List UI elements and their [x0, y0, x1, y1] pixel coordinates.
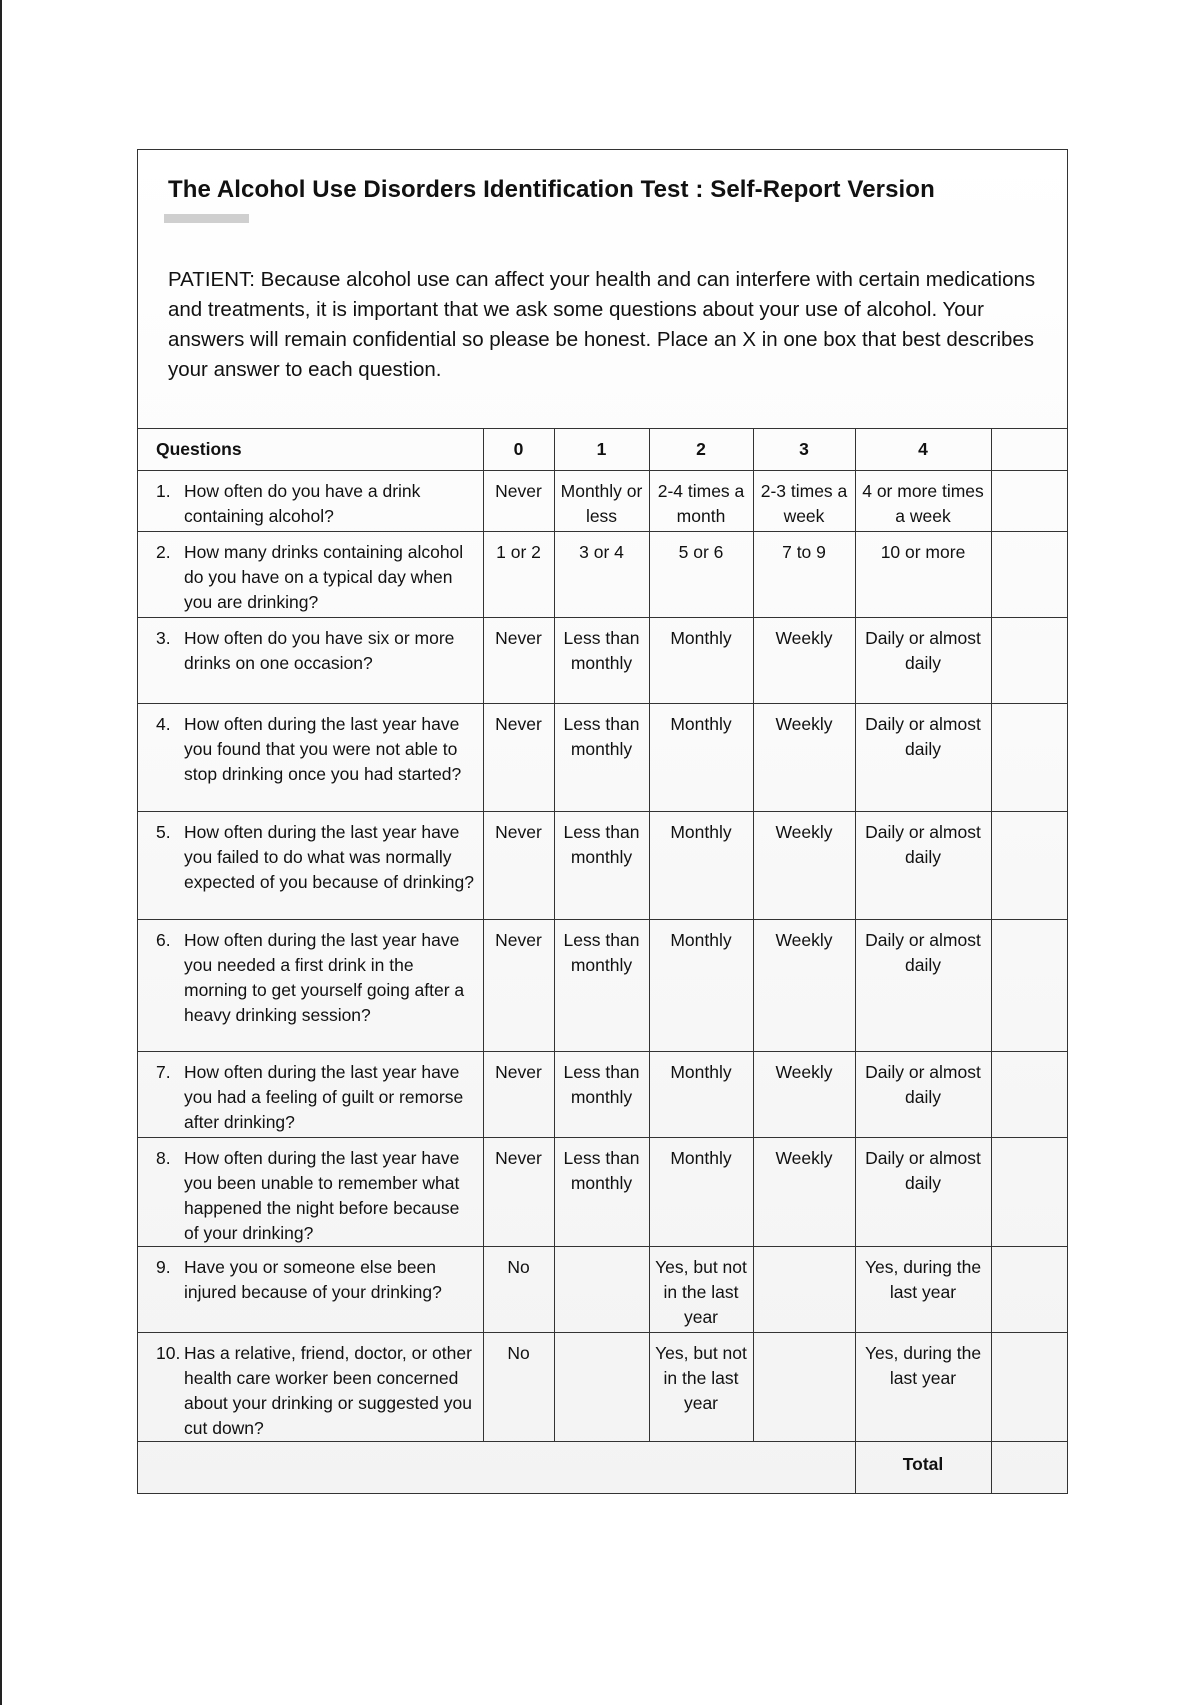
answer-option-label: Daily or almost daily	[865, 1148, 981, 1193]
answer-option-score-2[interactable]	[649, 704, 753, 812]
question-row	[138, 618, 1067, 704]
answer-option-label: Never	[495, 1148, 542, 1168]
audit-form	[137, 149, 1068, 1494]
question-cell	[138, 704, 483, 812]
total-label: Total	[855, 1442, 991, 1494]
answer-option-score-1[interactable]	[554, 618, 649, 704]
question-cell	[138, 920, 483, 1052]
answer-option-score-2[interactable]	[649, 812, 753, 920]
answer-option-label: 2-4 times a month	[657, 481, 745, 526]
question-cell	[138, 1333, 483, 1442]
answer-option-label: No	[507, 1257, 530, 1277]
answer-option-score-3[interactable]	[753, 704, 855, 812]
form-header	[138, 150, 1067, 429]
answer-option-score-0[interactable]	[483, 618, 554, 704]
question-number: 8.	[156, 1148, 171, 1168]
answer-option-score-2[interactable]	[649, 1052, 753, 1138]
answer-option-score-1[interactable]	[554, 471, 649, 532]
score-column-header	[991, 429, 1067, 471]
question-cell	[138, 812, 483, 920]
answer-option-score-1[interactable]	[554, 704, 649, 812]
answer-option-label: Daily or almost daily	[865, 714, 981, 759]
answer-option-label: Never	[495, 628, 542, 648]
answer-option-label: Monthly or less	[560, 481, 643, 526]
answer-option-label: Yes, during the last year	[864, 1257, 982, 1302]
question-row	[138, 920, 1067, 1052]
question-cell	[138, 618, 483, 704]
answer-option-label: 2-3 times a week	[760, 481, 848, 526]
answer-option-score-2[interactable]	[649, 920, 753, 1052]
question-text: How often during the last year have you found that you were not able to stop drinking once you had started?	[184, 714, 462, 784]
answer-option-score-4[interactable]	[855, 1052, 991, 1138]
answer-option-score-0[interactable]	[483, 1138, 554, 1247]
answer-option-score-1[interactable]	[554, 920, 649, 1052]
score-box[interactable]	[991, 1052, 1067, 1138]
question-row	[138, 1333, 1067, 1442]
answer-option-score-3[interactable]	[753, 618, 855, 704]
answer-option-label: Less than monthly	[563, 1148, 640, 1193]
answer-option-score-0[interactable]	[483, 704, 554, 812]
question-number: 7.	[156, 1062, 171, 1082]
answer-option-label: Daily or almost daily	[865, 930, 981, 975]
answer-option-score-3[interactable]	[753, 471, 855, 532]
question-text: How many drinks containing alcohol do you have on a typical day when you are drinking?	[184, 542, 464, 612]
question-text: How often do you have a drink containing alcohol?	[184, 481, 421, 526]
answer-option-score-3[interactable]	[753, 812, 855, 920]
answer-option-score-3[interactable]	[753, 1333, 855, 1442]
answer-option-score-4[interactable]	[855, 704, 991, 812]
answer-option-score-0[interactable]	[483, 532, 554, 618]
answer-option-score-1[interactable]	[554, 1052, 649, 1138]
answer-option-label: Monthly	[670, 822, 732, 842]
answer-option-score-3[interactable]	[753, 1138, 855, 1247]
answer-option-score-4[interactable]	[855, 812, 991, 920]
score-3-header: 3	[753, 429, 855, 471]
answer-option-label: 10 or more	[880, 542, 966, 562]
answer-option-label: Never	[495, 822, 542, 842]
answer-option-score-1[interactable]	[554, 1138, 649, 1247]
patient-instructions: PATIENT: Because alcohol use can affect your health and can interfere with certain medications and treatments, it is important that we ask some questions about your use of alcohol. Your answers will remain confidential so please be honest. Place an X in one box that best describes your answer to each question.	[168, 268, 1036, 381]
question-cell	[138, 532, 483, 618]
question-number: 3.	[156, 628, 171, 648]
answer-option-label: Weekly	[775, 1148, 833, 1168]
answer-option-label: Never	[495, 930, 542, 950]
answer-option-score-4[interactable]	[855, 920, 991, 1052]
score-box[interactable]	[991, 1247, 1067, 1333]
answer-option-label: 5 or 6	[678, 542, 724, 562]
answer-option-score-0[interactable]	[483, 920, 554, 1052]
question-cell	[138, 1138, 483, 1247]
answer-option-score-0[interactable]	[483, 1052, 554, 1138]
answer-option-score-2[interactable]	[649, 1138, 753, 1247]
score-2-header: 2	[649, 429, 753, 471]
score-box[interactable]	[991, 1138, 1067, 1247]
question-number: 5.	[156, 822, 171, 842]
question-cell	[138, 1247, 483, 1333]
answer-option-label: Daily or almost daily	[865, 822, 981, 867]
answer-option-label: Monthly	[670, 714, 732, 734]
page-edge	[0, 0, 2, 1705]
total-score-box[interactable]	[991, 1442, 1067, 1494]
question-text: How often do you have six or more drinks on one occasion?	[184, 628, 455, 673]
answer-option-label: Monthly	[670, 930, 732, 950]
score-box[interactable]	[991, 532, 1067, 618]
header-row	[138, 429, 1067, 471]
answer-option-label: Yes, but not in the last year	[655, 1257, 747, 1327]
score-box[interactable]	[991, 1333, 1067, 1442]
answer-option-score-3[interactable]	[753, 920, 855, 1052]
answer-option-label: 4 or more times a week	[862, 481, 984, 526]
question-row	[138, 471, 1067, 532]
score-box[interactable]	[991, 920, 1067, 1052]
answer-option-score-1[interactable]	[554, 532, 649, 618]
question-row	[138, 812, 1067, 920]
question-row	[138, 532, 1067, 618]
answer-option-label: Never	[495, 1062, 542, 1082]
answer-option-score-2[interactable]	[649, 618, 753, 704]
question-number: 10.	[156, 1343, 181, 1363]
form-title: The Alcohol Use Disorders Identification Test : Self-Report Version	[168, 176, 935, 203]
question-text: How often during the last year have you needed a first drink in the morning to get yourself going after a heavy drinking session?	[184, 930, 465, 1025]
answer-option-score-1[interactable]	[554, 1333, 649, 1442]
answer-option-label: No	[507, 1343, 530, 1363]
answer-option-score-1[interactable]	[554, 812, 649, 920]
title-underline	[164, 214, 249, 223]
question-row	[138, 704, 1067, 812]
answer-option-label: Never	[495, 714, 542, 734]
question-row	[138, 1052, 1067, 1138]
answer-option-label: 7 to 9	[782, 542, 826, 562]
answer-option-label: Weekly	[775, 822, 833, 842]
answer-option-score-0[interactable]	[483, 1247, 554, 1333]
score-1-header: 1	[554, 429, 649, 471]
answer-option-label: Weekly	[775, 1062, 833, 1082]
answer-option-label: Daily or almost daily	[865, 628, 981, 673]
answer-option-score-0[interactable]	[483, 471, 554, 532]
question-text: How often during the last year have you failed to do what was normally expected of you because of drinking?	[184, 822, 474, 892]
answer-option-label: Yes, during the last year	[864, 1343, 982, 1388]
answer-option-label: 3 or 4	[579, 542, 624, 562]
answer-option-score-0[interactable]	[483, 1333, 554, 1442]
questions-header: Questions	[138, 429, 483, 471]
question-text: How often during the last year have you had a feeling of guilt or remorse after drinking?	[184, 1062, 464, 1132]
question-cell	[138, 1052, 483, 1138]
question-number: 1.	[156, 481, 171, 501]
answer-option-score-0[interactable]	[483, 812, 554, 920]
answer-option-score-2[interactable]	[649, 1247, 753, 1333]
answer-option-label: Monthly	[670, 628, 732, 648]
score-box[interactable]	[991, 704, 1067, 812]
answer-option-score-2[interactable]	[649, 1333, 753, 1442]
score-0-header: 0	[483, 429, 554, 471]
question-text: How often during the last year have you been unable to remember what happened the night before because of your drinking?	[184, 1148, 460, 1243]
answer-option-score-2[interactable]	[649, 532, 753, 618]
question-number: 4.	[156, 714, 171, 734]
question-cell	[138, 471, 483, 532]
answer-option-label: Weekly	[775, 714, 833, 734]
answer-option-label: Weekly	[775, 628, 833, 648]
answer-option-label: Never	[495, 481, 542, 501]
answer-option-label: Less than monthly	[563, 1062, 640, 1107]
question-number: 6.	[156, 930, 171, 950]
score-box[interactable]	[991, 618, 1067, 704]
answer-option-score-1[interactable]	[554, 1247, 649, 1333]
score-box[interactable]	[991, 812, 1067, 920]
question-number: 9.	[156, 1257, 171, 1277]
answer-option-score-3[interactable]	[753, 532, 855, 618]
total-row-spacer	[138, 1442, 855, 1494]
answer-option-label: 1 or 2	[496, 542, 541, 562]
answer-option-label: Weekly	[775, 930, 833, 950]
total-row	[138, 1442, 1067, 1494]
question-text: Has a relative, friend, doctor, or other health care worker been concerned about your drinking or suggested you cut down?	[184, 1343, 472, 1438]
answer-option-label: Less than monthly	[563, 628, 640, 673]
answer-option-score-4[interactable]	[855, 618, 991, 704]
answer-option-label: Monthly	[670, 1148, 732, 1168]
answer-option-label: Daily or almost daily	[865, 1062, 981, 1107]
question-number: 2.	[156, 542, 171, 562]
questionnaire-table	[138, 429, 1067, 1493]
answer-option-score-3[interactable]	[753, 1247, 855, 1333]
score-box[interactable]	[991, 471, 1067, 532]
answer-option-label: Less than monthly	[563, 822, 640, 867]
answer-option-score-4[interactable]	[855, 471, 991, 532]
answer-option-label: Less than monthly	[563, 930, 640, 975]
score-4-header: 4	[855, 429, 991, 471]
answer-option-label: Less than monthly	[563, 714, 640, 759]
answer-option-score-4[interactable]	[855, 532, 991, 618]
question-row	[138, 1138, 1067, 1247]
answer-option-score-2[interactable]	[649, 471, 753, 532]
question-text: Have you or someone else been injured because of your drinking?	[184, 1257, 442, 1302]
answer-option-label: Yes, but not in the last year	[655, 1343, 747, 1413]
answer-option-label: Monthly	[670, 1062, 732, 1082]
answer-option-score-4[interactable]	[855, 1247, 991, 1333]
answer-option-score-3[interactable]	[753, 1052, 855, 1138]
question-row	[138, 1247, 1067, 1333]
answer-option-score-4[interactable]	[855, 1333, 991, 1442]
answer-option-score-4[interactable]	[855, 1138, 991, 1247]
